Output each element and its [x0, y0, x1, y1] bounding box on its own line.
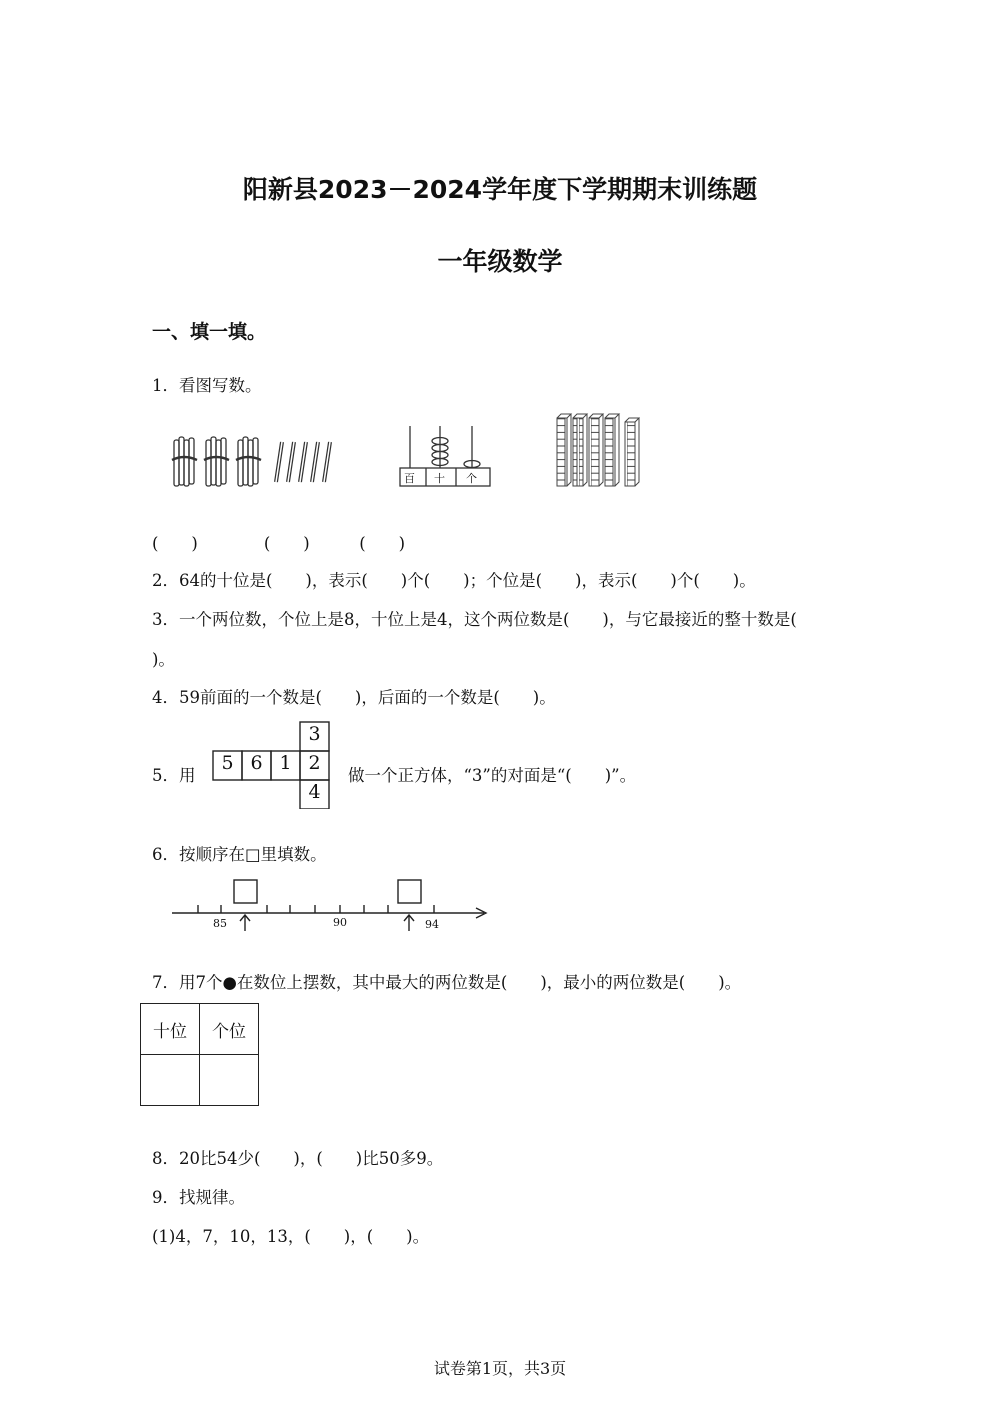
cell-ones[interactable]	[200, 1055, 259, 1106]
abacus-figure	[396, 424, 494, 488]
question-3-line-1: 3．一个两位数，个位上是8，十位上是4，这个两位数是( )，与它最接近的整十数是(	[152, 610, 797, 629]
question-9-part-1: (1)4，7，10，13，( )，( )。	[152, 1227, 430, 1246]
number-line-label-85: 85	[213, 917, 227, 930]
header-tens: 十位	[141, 1004, 200, 1055]
single-sticks	[276, 442, 330, 482]
cube-net-figure	[212, 721, 332, 809]
cube-face-4: 4	[308, 781, 321, 803]
question-2: 2．64的十位是( )，表示( )个( )；个位是( )，表示( )个( )。	[152, 571, 756, 590]
question-9: 9．找规律。	[152, 1188, 245, 1207]
question-6: 6．按顺序在□里填数。	[152, 845, 327, 864]
question-1-answer-blanks[interactable]: ( ) ( ) ( )	[152, 534, 406, 553]
place-value-table	[140, 1003, 259, 1106]
cube-face-2: 2	[308, 752, 321, 774]
question-7: 7．用7个●在数位上摆数，其中最大的两位数是( )，最小的两位数是( )。	[152, 973, 742, 992]
abacus-label-tens: 十	[434, 472, 445, 485]
bundle-1	[172, 437, 197, 486]
bundle-2	[204, 437, 229, 486]
cube-face-6: 6	[250, 752, 263, 774]
question-5-suffix: 做一个正方体，“3”的对面是“( )”。	[348, 766, 637, 785]
number-line-label-90: 90	[333, 916, 347, 929]
question-3-line-2: )。	[152, 650, 175, 669]
section-heading: 一、填一填。	[152, 321, 267, 343]
cube-face-3: 3	[308, 723, 321, 745]
cell-tens[interactable]	[141, 1055, 200, 1106]
question-8: 8．20比54少( )，( )比50多9。	[152, 1149, 444, 1168]
cube-sticks-figure	[555, 412, 640, 488]
question-1: 1．看图写数。	[152, 376, 262, 395]
question-5-prefix: 5．用	[152, 766, 196, 785]
page-title: 阳新县2023－2024学年度下学期期末训练题	[242, 175, 758, 204]
number-line-figure	[168, 876, 498, 936]
cube-face-5: 5	[221, 752, 234, 774]
cube-face-1: 1	[279, 752, 292, 774]
number-line-label-94: 94	[425, 918, 439, 931]
abacus-label-ones: 个	[466, 472, 477, 485]
question-4: 4．59前面的一个数是( )，后面的一个数是( )。	[152, 688, 556, 707]
page-subtitle: 一年级数学	[437, 247, 563, 276]
header-ones: 个位	[200, 1004, 259, 1055]
sticks-bundles-figure	[168, 432, 338, 490]
bundle-3	[236, 437, 261, 486]
abacus-label-hundreds: 百	[404, 472, 415, 485]
page-footer: 试卷第1页，共3页	[433, 1359, 567, 1378]
